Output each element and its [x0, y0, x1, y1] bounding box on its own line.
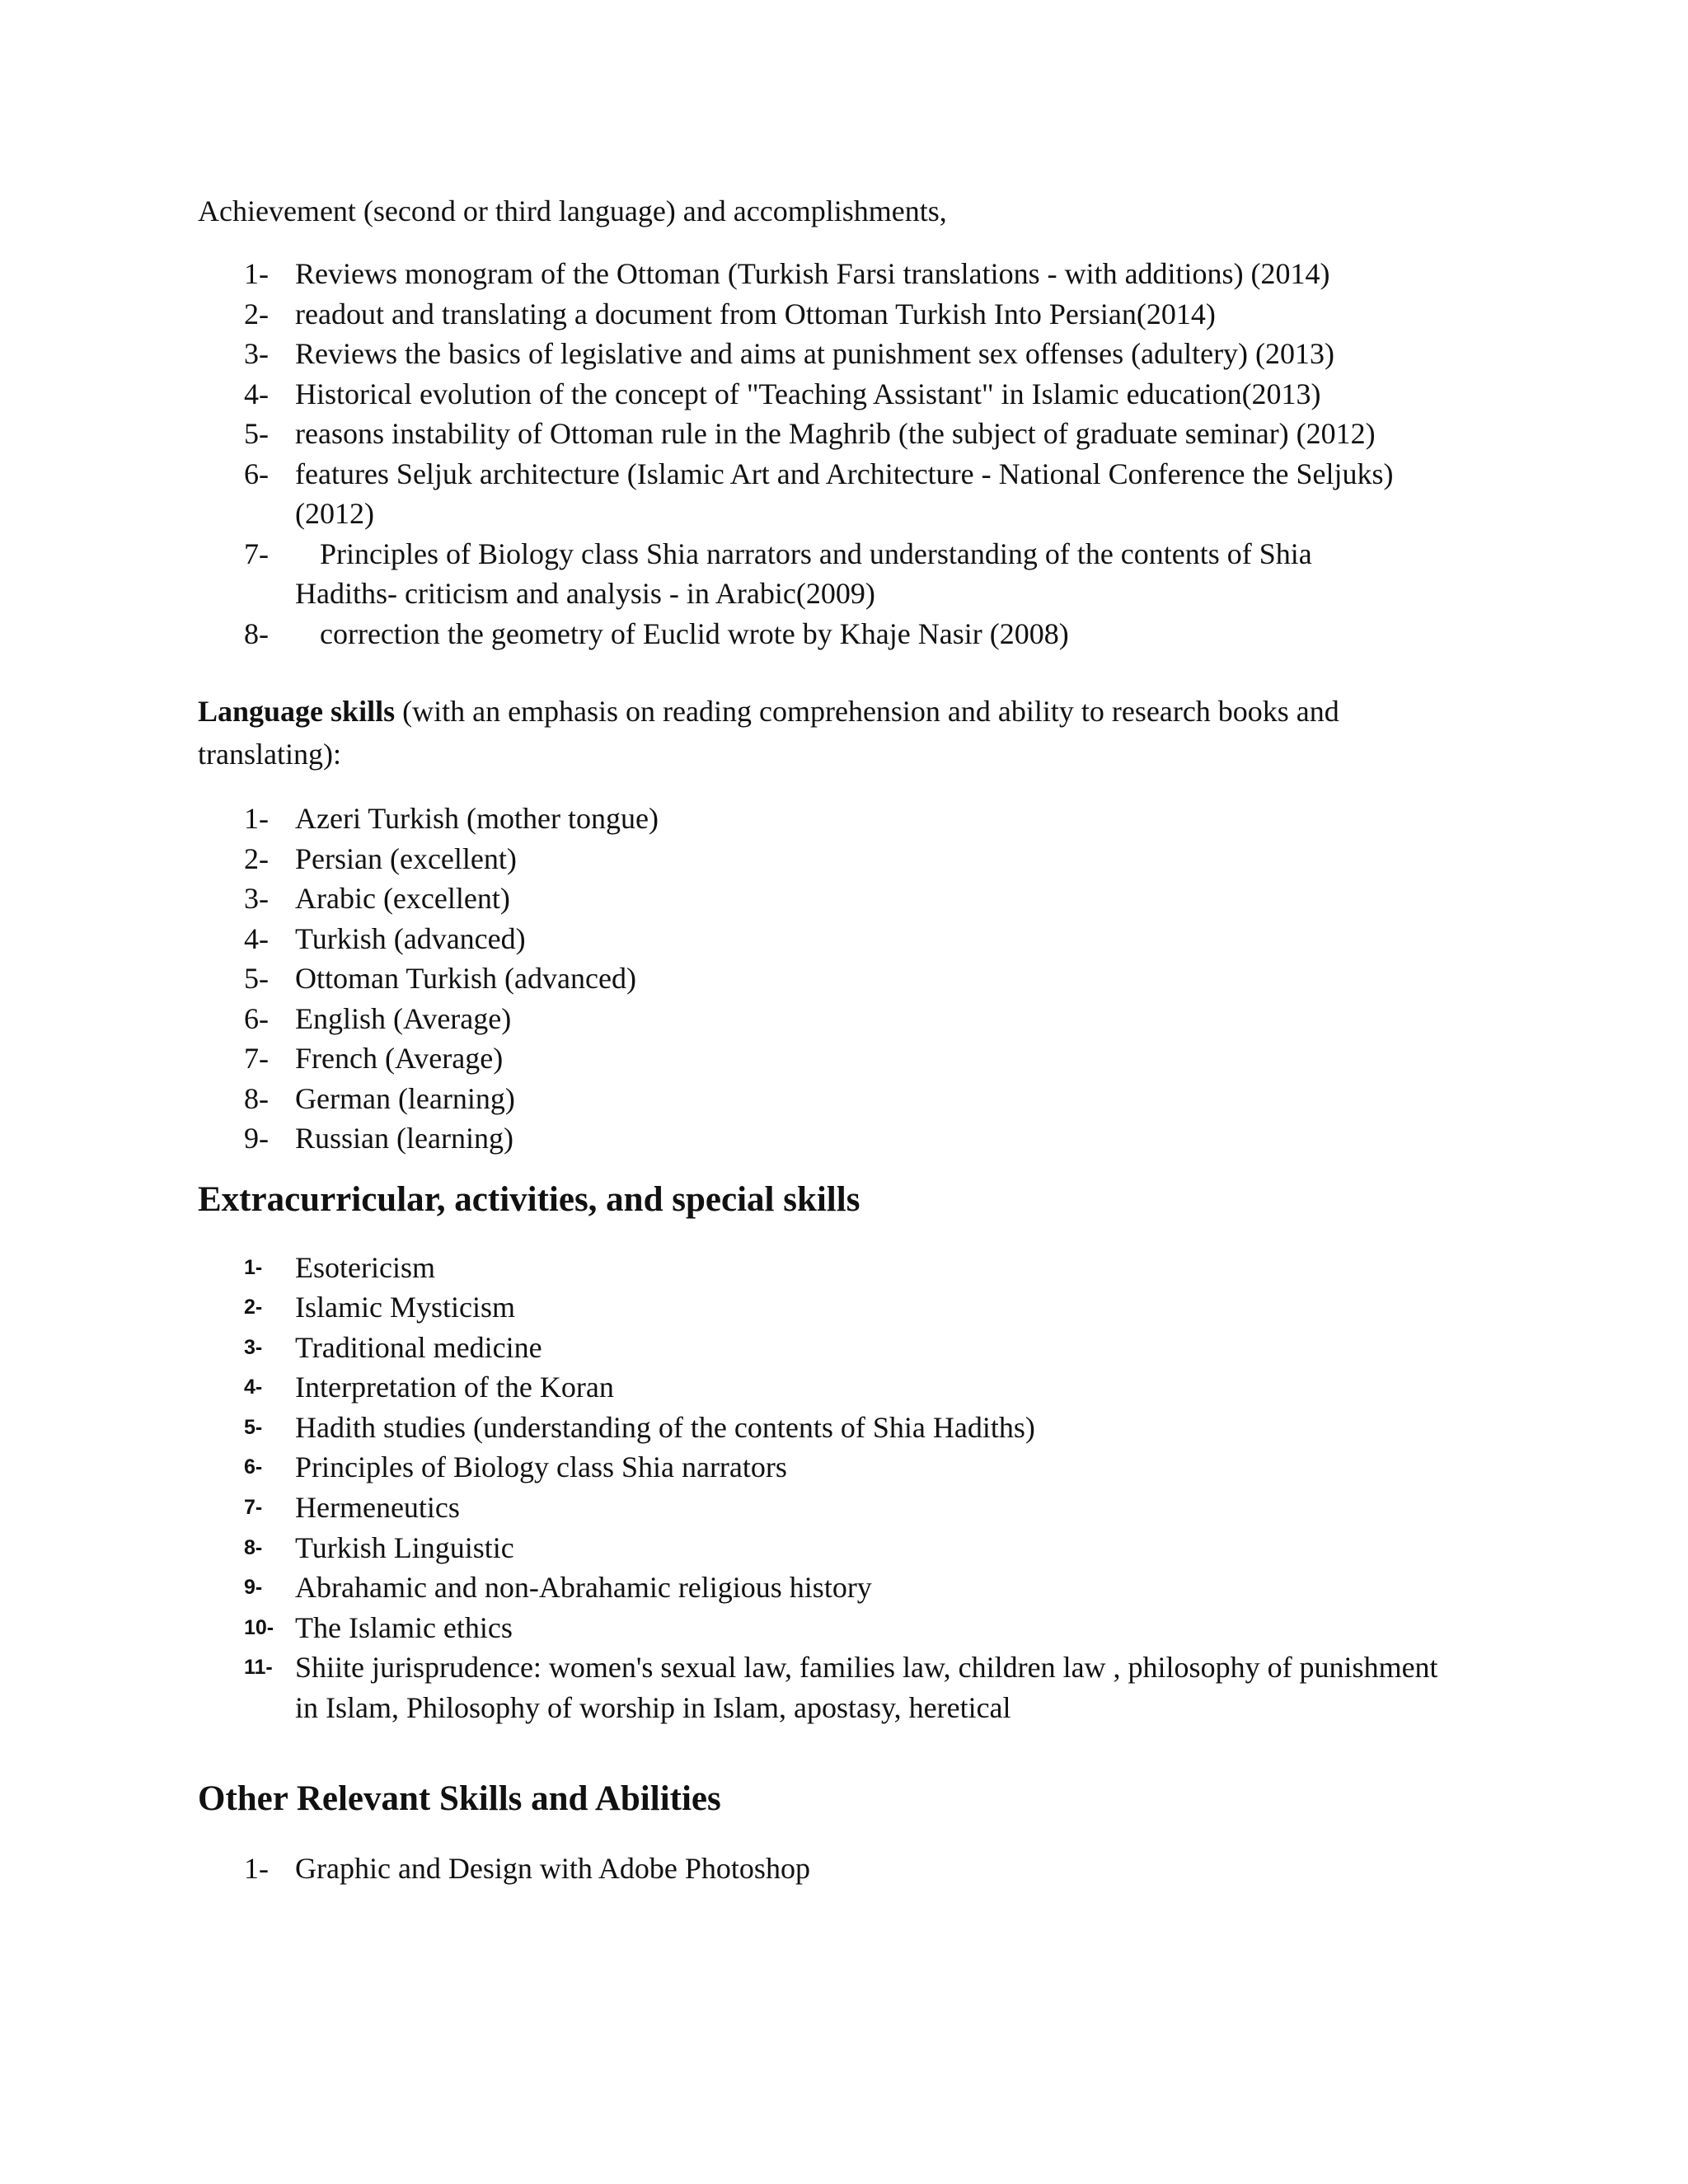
item-number: 5-: [244, 962, 269, 995]
list-item: [198, 1849, 1451, 1889]
list-item: [198, 1367, 1451, 1408]
item-number: 4-: [244, 377, 269, 410]
list-item: [198, 1079, 1451, 1119]
item-text: Reviews the basics of legislative and aims at punishment sex offenses (adultery) (2013): [295, 337, 1335, 370]
item-text: Arabic (excellent): [295, 882, 510, 915]
item-number: 9-: [244, 1122, 269, 1155]
item-number: 2-: [244, 297, 269, 330]
item-number: 5-: [244, 417, 269, 450]
list-item: [198, 1608, 1451, 1648]
language-skills-intro: [198, 690, 1451, 776]
list-item: [198, 1488, 1451, 1528]
item-text: Graphic and Design with Adobe Photoshop: [295, 1851, 810, 1885]
other-skills-heading: Other Relevant Skills and Abilities: [198, 1779, 721, 1818]
list-item: [198, 919, 1451, 959]
item-number: 1-: [244, 802, 269, 835]
list-item: [198, 534, 1451, 614]
item-text: Turkish (advanced): [295, 921, 526, 955]
item-number: 1-: [244, 257, 269, 290]
item-text: Shiite jurisprudence: women's sexual law, families law, children law , philosophy of punishment in Islam, Philosophy of worship in Islam, apostasy, heretical: [295, 1651, 1438, 1725]
item-number: 6-: [244, 457, 269, 490]
item-number: 1-: [244, 1851, 269, 1885]
item-text: Principles of Biology class Shia narrators and understanding of the contents of Shia: [320, 537, 1312, 570]
list-item: [198, 294, 1451, 335]
item-text: Russian (learning): [295, 1122, 513, 1155]
item-number: 4-: [244, 921, 269, 955]
language-skills-label: Language skills: [198, 695, 396, 728]
list-item: [198, 1038, 1451, 1079]
item-number: 8-: [244, 1081, 269, 1115]
achievements-list: [198, 254, 1451, 654]
other-skills-list: [198, 1849, 1451, 1889]
document-page: [198, 191, 1451, 1888]
item-text-continuation: Hadiths- criticism and analysis - in Arabic(2009): [295, 577, 875, 610]
item-number: 3-: [244, 337, 269, 370]
item-number: 8-: [244, 616, 269, 650]
item-text: Hermeneutics: [295, 1491, 460, 1525]
item-number: 6-: [244, 1001, 269, 1035]
item-text: English (Average): [295, 1001, 512, 1035]
item-text: Principles of Biology class Shia narrators: [295, 1451, 787, 1484]
item-number: 9-: [244, 1576, 263, 1600]
list-item: [198, 334, 1451, 374]
item-text: Abrahamic and non-Abrahamic religious history: [295, 1571, 872, 1605]
list-item: [198, 1328, 1451, 1368]
list-item: [198, 1568, 1451, 1608]
list-item: [198, 1408, 1451, 1448]
item-text: Historical evolution of the concept of "Teaching Assistant" in Islamic education(2013): [295, 377, 1321, 410]
item-number: 5-: [244, 1415, 263, 1439]
list-item: [198, 414, 1451, 454]
list-item: [198, 958, 1451, 999]
item-text: Islamic Mysticism: [295, 1291, 515, 1324]
list-item: [198, 1118, 1451, 1159]
list-item: [198, 1528, 1451, 1568]
extracurricular-heading: Extracurricular, activities, and special skills: [198, 1179, 860, 1219]
item-text: Turkish Linguistic: [295, 1530, 514, 1564]
list-item: [198, 839, 1451, 879]
item-number: 3-: [244, 882, 269, 915]
list-item: [198, 999, 1451, 1039]
list-item: [198, 799, 1451, 839]
item-number: 2-: [244, 841, 269, 875]
item-number: 8-: [244, 1535, 263, 1559]
item-text: Hadith studies (understanding of the contents of Shia Hadiths): [295, 1410, 1035, 1444]
item-text: correction the geometry of Euclid wrote by Khaje Nasir (2008): [320, 616, 1069, 650]
extracurricular-list: [198, 1248, 1451, 1728]
language-skills-description: (with an emphasis on reading comprehension and ability to research books and translating):: [198, 695, 1339, 771]
item-text: readout and translating a document from Ottoman Turkish Into Persian(2014): [295, 297, 1216, 330]
language-skills-list: [198, 799, 1451, 1159]
item-text: French (Average): [295, 1042, 504, 1075]
item-number: 7-: [244, 1496, 263, 1520]
item-number: 10-: [244, 1615, 274, 1639]
item-number: 7-: [244, 537, 269, 570]
list-item: [198, 1248, 1451, 1288]
list-item: [198, 454, 1451, 534]
item-text: German (learning): [295, 1081, 515, 1115]
item-text: The Islamic ethics: [295, 1610, 513, 1644]
list-item: [198, 374, 1451, 415]
item-number: 1-: [244, 1255, 263, 1279]
item-number: 3-: [244, 1335, 263, 1359]
list-item: [198, 614, 1451, 654]
item-number: 11-: [244, 1656, 273, 1680]
item-number: 4-: [244, 1376, 263, 1399]
list-item: [198, 1287, 1451, 1328]
list-item: [198, 1647, 1451, 1727]
item-text: features Seljuk architecture (Islamic Art and Architecture - National Conference the Seljuks)(2012): [295, 457, 1394, 530]
item-text: Traditional medicine: [295, 1330, 542, 1364]
item-text: reasons instability of Ottoman rule in the Maghrib (the subject of graduate seminar) (2012): [295, 417, 1376, 450]
achievements-intro: Achievement (second or third language) and accomplishments,: [198, 194, 947, 227]
item-text: Reviews monogram of the Ottoman (Turkish Farsi translations - with additions) (2014): [295, 257, 1330, 290]
item-text: Azeri Turkish (mother tongue): [295, 802, 659, 835]
list-item: [198, 879, 1451, 919]
list-item: [198, 254, 1451, 294]
item-number: 2-: [244, 1296, 263, 1319]
item-text: Interpretation of the Koran: [295, 1371, 614, 1404]
list-item: [198, 1447, 1451, 1488]
item-number: 7-: [244, 1042, 269, 1075]
item-number: 6-: [244, 1455, 263, 1479]
item-text: Ottoman Turkish (advanced): [295, 962, 636, 995]
item-text: Esotericism: [295, 1250, 435, 1284]
item-text: Persian (excellent): [295, 841, 517, 875]
